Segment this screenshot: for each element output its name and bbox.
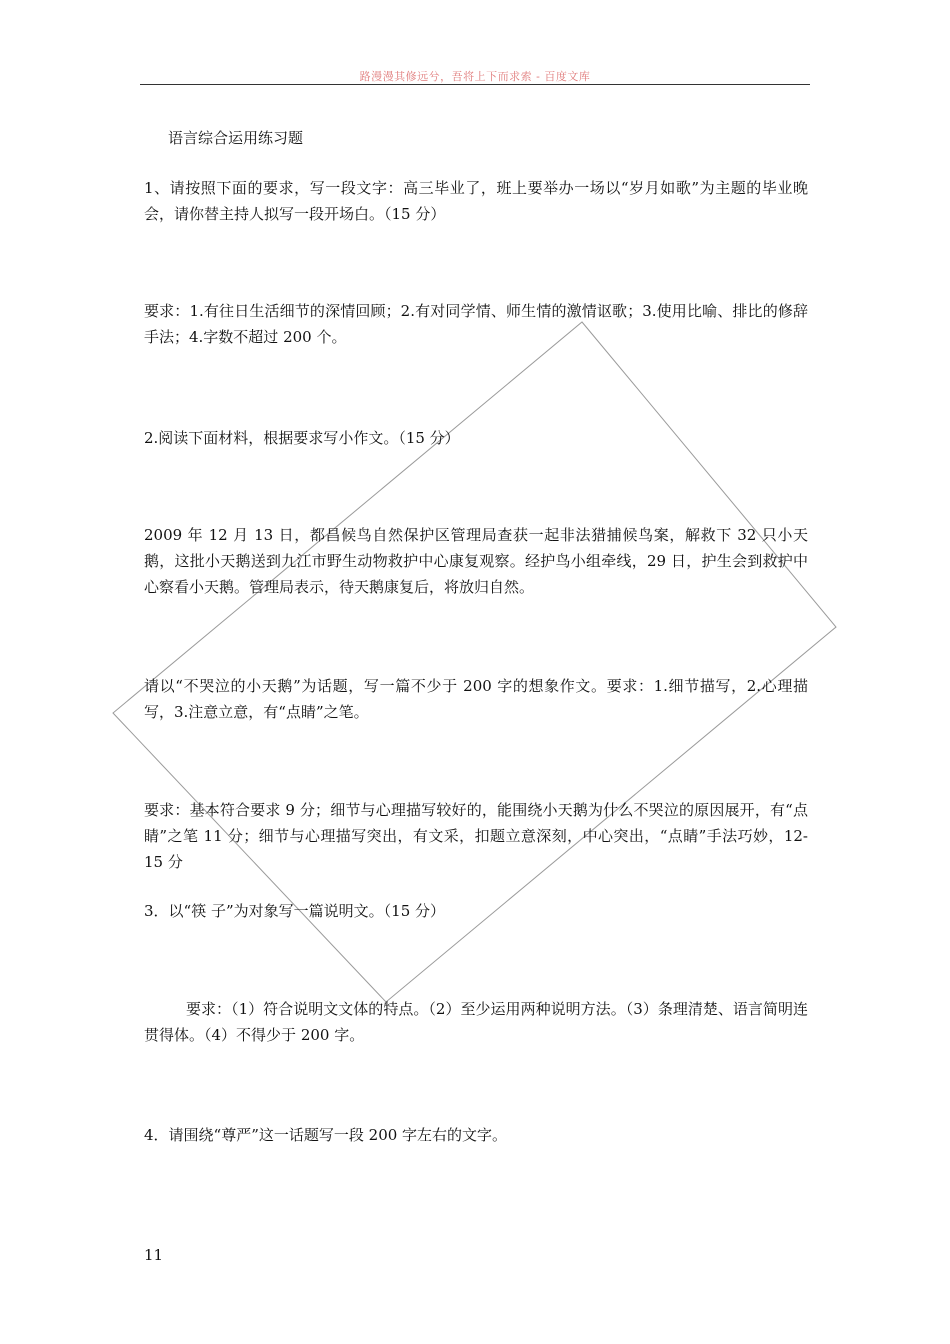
question-2-text: 2.阅读下面材料，根据要求写小作文。（15 分） <box>144 429 460 447</box>
question-4-text: 4．请围绕“尊严”这一话题写一段 200 字左右的文字。 <box>144 1126 508 1144</box>
header-watermark-text: 路漫漫其修远兮，吾将上下而求索 - 百度文库 <box>359 70 591 83</box>
question-2-scoring: 要求：基本符合要求 9 分；细节与心理描写较好的，能围绕小天鹅为什么不哭泣的原因展开，有“点睛”之笔 11 分；细节与心理描写突出，有文采，扣题立意深刻，中心突出，“点睛”手法巧妙，12-15 分 <box>144 801 808 871</box>
question-3-text: 3．以“筷 子”为对象写一篇说明文。（15 分） <box>144 902 446 920</box>
question-1-requirements: 要求：1.有往日生活细节的深情回顾；2.有对同学情、师生情的激情讴歌；3.使用比喻、排比的修辞手法；4.字数不超过 200 个。 <box>144 302 808 346</box>
header-divider <box>140 84 810 85</box>
page-number: 11 <box>144 1246 164 1264</box>
question-2-task: 请以“不哭泣的小天鹅”为话题，写一篇不少于 200 字的想象作文。要求：1.细节描写，2.心理描写，3.注意立意，有“点睛”之笔。 <box>144 677 808 721</box>
question-3-requirements: 要求：（1）符合说明文文体的特点。（2）至少运用两种说明方法。（3）条理清楚、语言简明连贯得体。（4）不得少于 200 字。 <box>144 1000 808 1044</box>
question-1-text: 1、请按照下面的要求，写一段文字：高三毕业了，班上要举办一场以“岁月如歌”为主题的毕业晚会，请你替主持人拟写一段开场白。（15 分） <box>144 179 808 223</box>
document-title: 语言综合运用练习题 <box>168 129 304 147</box>
question-2-material: 2009 年 12 月 13 日，都昌候鸟自然保护区管理局查获一起非法猎捕候鸟案，解救下 32 只小天鹅，这批小天鹅送到九江市野生动物救护中心康复观察。经护鸟小组牵线，29 日，护生会到救护中心察看小天鹅。管理局表示，待天鹅康复后，将放归自然。 <box>144 526 808 596</box>
